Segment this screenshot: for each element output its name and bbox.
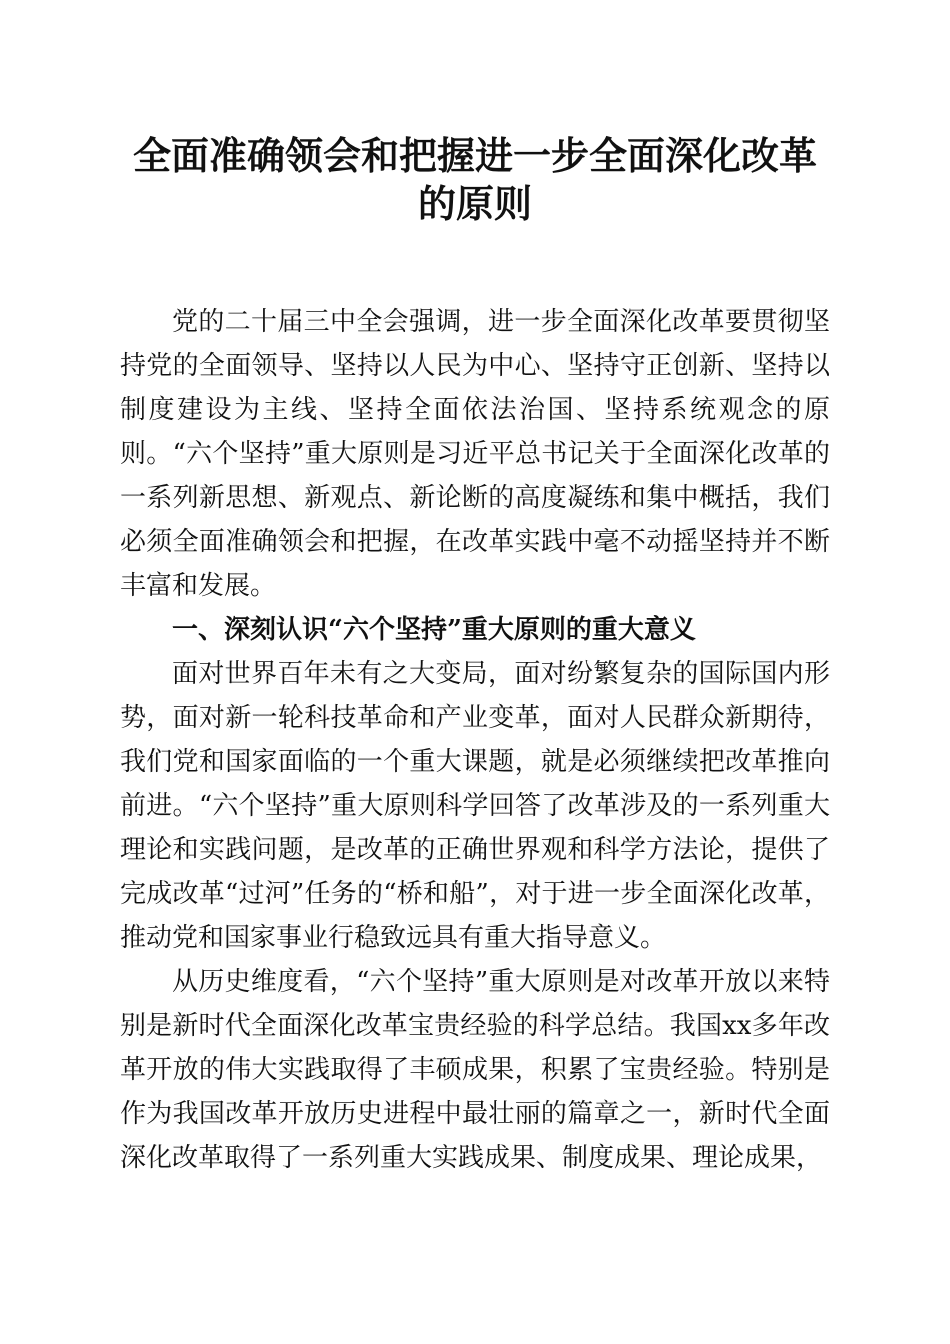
intro-paragraph: 党的二十届三中全会强调，进一步全面深化改革要贯彻坚持党的全面领导、坚持以人民为中心、坚持守正创新、坚持以制度建设为主线、坚持全面依法治国、坚持系统观念的原则。“六个坚持”重大原则是习近平总书记关于全面深化改革的一系列新思想、新观点、新论断的高度凝练和集中概括，我们必须全面准确领会和把握，在改革实践中毫不动摇坚持并不断丰富和发展。 xyxy=(120,307,830,601)
document-page xyxy=(120,132,830,1180)
body-paragraph: 面对世界百年未有之大变局，面对纷繁复杂的国际国内形势，面对新一轮科技革命和产业变革，面对人民群众新期待，我们党和国家面临的一个重大课题，就是必须继续把改革推向前进。“六个坚持”重大原则科学回答了改革涉及的一系列重大理论和实践问题，是改革的正确世界观和科学方法论，提供了完成改革“过河”任务的“桥和船”，对于进一步全面深化改革，推动党和国家事业行稳致远具有重大指导意义。 xyxy=(120,659,830,953)
body-paragraph: 从历史维度看，“六个坚持”重大原则是对改革开放以来特别是新时代全面深化改革宝贵经验的科学总结。我国xx多年改革开放的伟大实践取得了丰硕成果，积累了宝贵经验。特别是作为我国改革开放历史进程中最壮丽的篇章之一，新时代全面深化改革取得了一系列重大实践成果、制度成果、理论成果， xyxy=(120,967,830,1173)
document-title: 全面准确领会和把握进一步全面深化改革的原则 xyxy=(132,133,817,226)
section-heading: 一、深刻认识“六个坚持”重大原则的重大意义 xyxy=(172,615,696,645)
document-body xyxy=(120,300,830,1180)
